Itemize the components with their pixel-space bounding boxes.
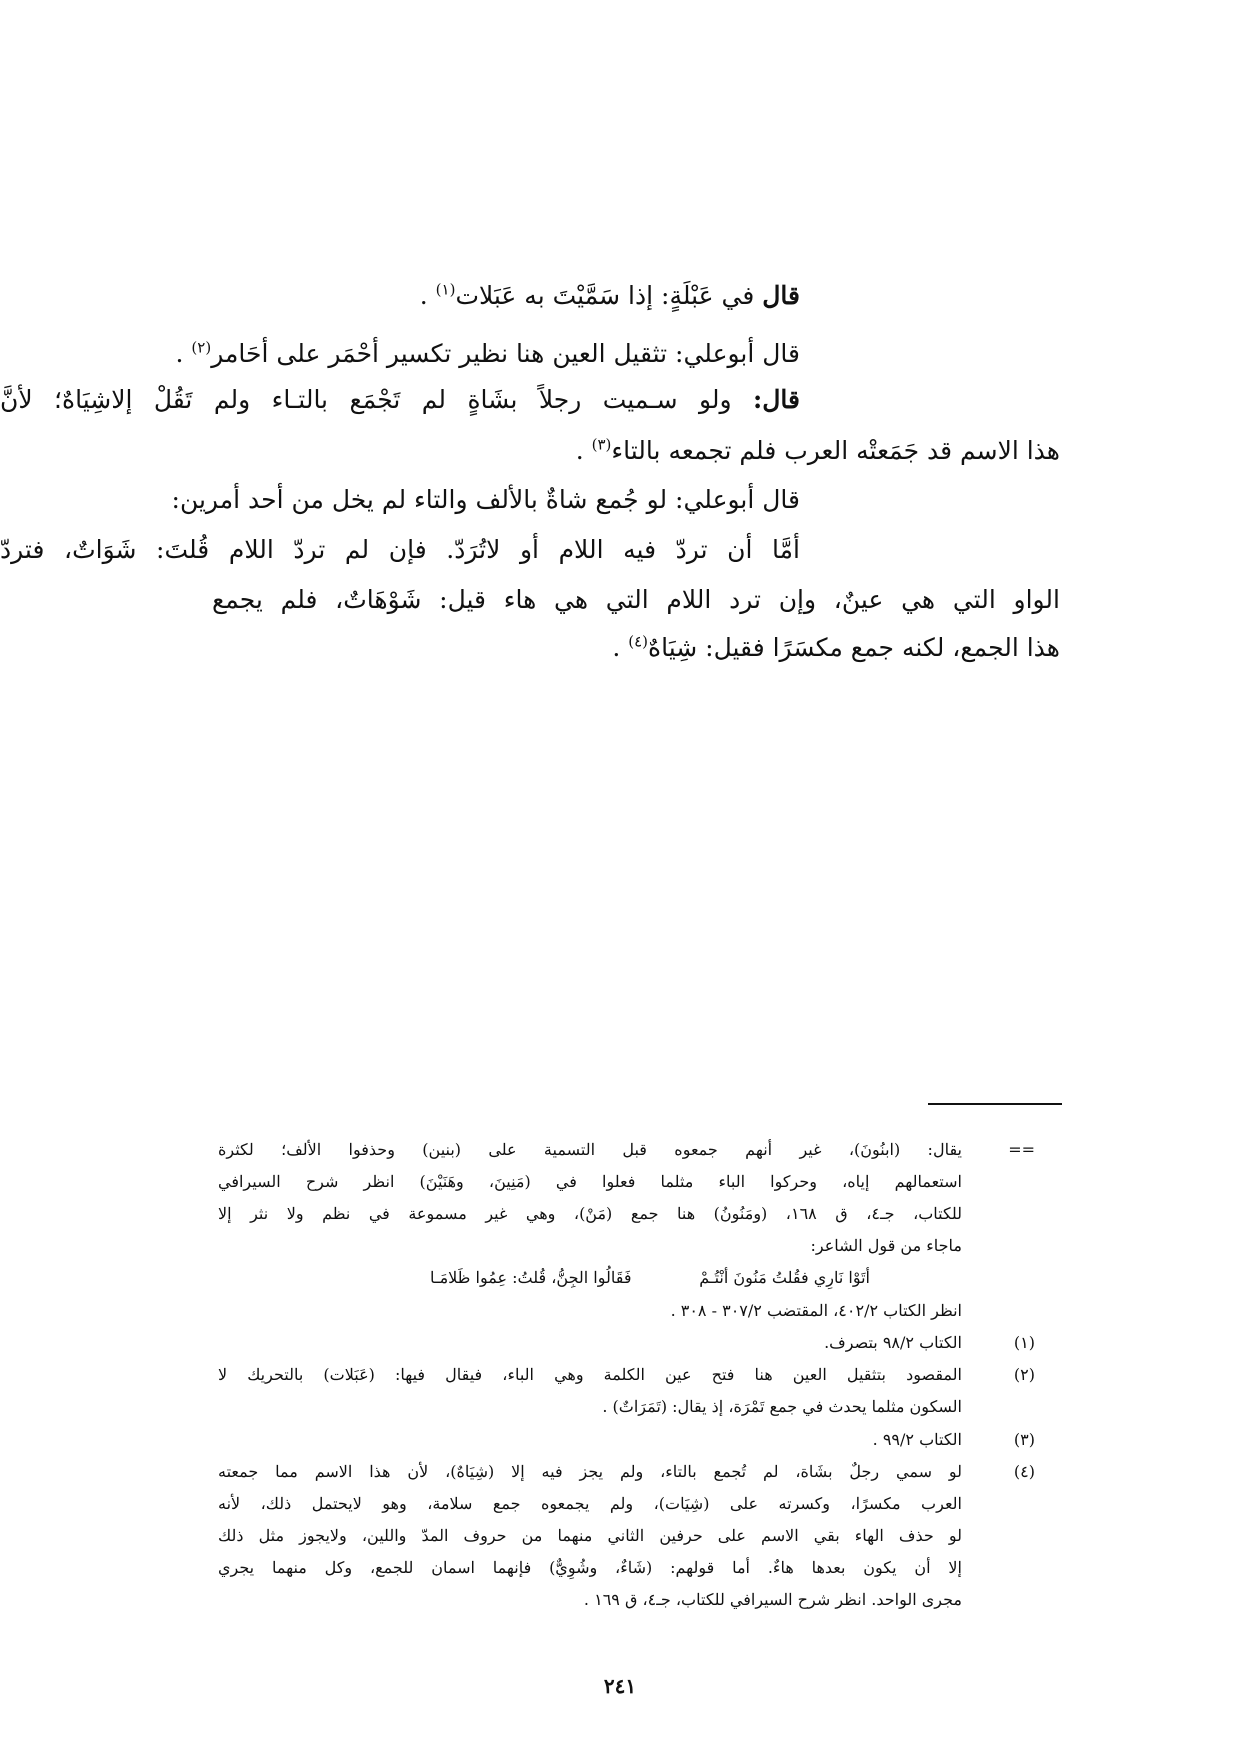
footnote-3-line-1: الكتاب ٩٩/٢ . (872, 1430, 962, 1449)
line-text: ولو سـميت رجلاً بشَاةٍ لم تَجْمَع بالتـاء ولم تَقُلْ إلاشِيَاهٌ؛ لأنَّ (0, 385, 754, 414)
footnote-cont-line-3: للكتاب، جـ٤، ق ١٦٨، (ومَنُونُ) هنا جمع (مَنْ)، وهي غير مسموعة في نظم ولا نثر إلا (218, 1204, 963, 1223)
line-text: في عَبْلَةٍ: إذا سَمَّيْتَ به عَبَلات (455, 281, 763, 310)
footnote-cont-line-4: ماجاء من قول الشاعر: (810, 1236, 962, 1255)
footnote-4-line-3: لو حذف الهاء بقي الاسم على حرفين الثاني منهما من حروف المدّ واللين، ولايجوز مثل ذلك (218, 1526, 963, 1545)
main-line-1 (0, 280, 800, 313)
line-text: هذا الجمع، لكنه جمع مكسَرًا فقيل: شِيَاهٌ (648, 633, 1060, 662)
line-tail: . (612, 633, 629, 662)
verse-first-hemistich: أتَوْا نَارِي فقُلتُ مَنُونَ أنْتُـمْ (699, 1268, 870, 1287)
footnote-number-1: (١) (1013, 1333, 1035, 1352)
line-text: الواو التي هي عينٌ، وإن ترد اللام التي هي هاء قيل: شَوْهَاتٌ، فلم يجمع (212, 585, 1060, 614)
footnote-4-line-4: إلا أن يكون بعدها هاءٌ. أما قولهم: (شَاءٌ، وشُوِيٌّ) فإنهما اسمان للجمع، وكل منهما يجري (218, 1558, 963, 1577)
line-tail: . (175, 339, 192, 368)
main-line-5 (0, 484, 800, 517)
footnote-ref-4: (٤) (628, 632, 648, 651)
line-text: هذا الاسم قد جَمَعتْه العرب فلم تجمعه بالتاء (611, 436, 1060, 465)
line-tail: . (419, 281, 436, 310)
line-text: قال أبوعلي: تثقيل العين هنا نظير تكسير أحْمَر على أحَامر (211, 339, 800, 368)
footnote-number-4: (٤) (1013, 1462, 1035, 1481)
footnote-4-line-5: مجرى الواحد. انظر شرح السيرافي للكتاب، جـ٤، ق ١٦٩ . (583, 1590, 962, 1609)
footnote-cont-line-5: انظر الكتاب ٤٠٢/٢، المقتضب ٣٠٧/٢ - ٣٠٨ . (670, 1301, 962, 1320)
footnote-4-line-1: لو سمي رجلٌ بشَاة، لم تُجمع بالتاء، ولم يجز فيه إلا (شِيَاهٌ)، لأن هذا الاسم مما جمعته (218, 1462, 962, 1481)
footnote-1-line-1: الكتاب ٩٨/٢ بتصرف. (824, 1333, 962, 1352)
page-number: ٢٤١ (603, 1674, 637, 1698)
main-line-3 (0, 384, 800, 417)
speaker-label: قال: (753, 385, 800, 414)
footnote-cont-line-1: يقال: (ابنُونَ)، غير أنهم جمعوه قبل التسمية على (بنين) وحذفوا الألف؛ لكثرة (218, 1140, 962, 1159)
footnote-separator (928, 1103, 1062, 1105)
main-line-7 (212, 584, 1060, 617)
continuation-mark: == (1008, 1140, 1035, 1159)
speaker-label: قال (762, 281, 800, 310)
footnote-number-3: (٣) (1013, 1430, 1035, 1449)
footnote-cont-line-2: استعمالهم إياه، وحركوا الباء مثلما فعلوا في (مَنِينَ، وهَنَيْنَ) انظر شرح السيرافي (218, 1172, 962, 1191)
main-line-4 (212, 435, 1060, 468)
footnote-2-line-1: المقصود بتثقيل العين هنا فتح عين الكلمة وهي الباء، فيقال فيها: (عَبَلات) بالتحريك لا (218, 1365, 963, 1384)
footnote-number-2: (٢) (1013, 1365, 1035, 1384)
line-tail: . (575, 436, 592, 465)
poetry-verse (430, 1268, 870, 1287)
footnote-2-line-2: السكون مثلما يحدث في جمع تَمْرَة، إذ يقال: (تَمَرَاتٌ) . (602, 1397, 962, 1416)
verse-second-hemistich: فَقَالُوا الجِنُّ، قُلتُ: عِمُوا ظَلامَـا (430, 1268, 632, 1287)
line-text: قال أبوعلي: لو جُمع شاةٌ بالألف والتاء لم يخل من أحد أمرين: (171, 485, 800, 514)
footnote-ref-2: (٢) (191, 338, 212, 357)
footnote-ref-3: (٣) (591, 435, 612, 454)
main-line-6 (0, 534, 800, 567)
main-line-8 (212, 632, 1060, 665)
line-text: أمَّا أن تردّ فيه اللام أو لاتُرَدّ. فإن لم تردّ اللام قُلتَ: شَوَاتٌ، فتردّ (0, 535, 800, 564)
footnote-ref-1: (١) (435, 280, 456, 299)
footnote-4-line-2: العرب مكسرًا، وكسرته على (شِيَات)، ولم يجمعوه جمع سلامة، وهو لايحتمل ذلك، لأنه (218, 1494, 962, 1513)
main-line-2 (0, 338, 800, 371)
